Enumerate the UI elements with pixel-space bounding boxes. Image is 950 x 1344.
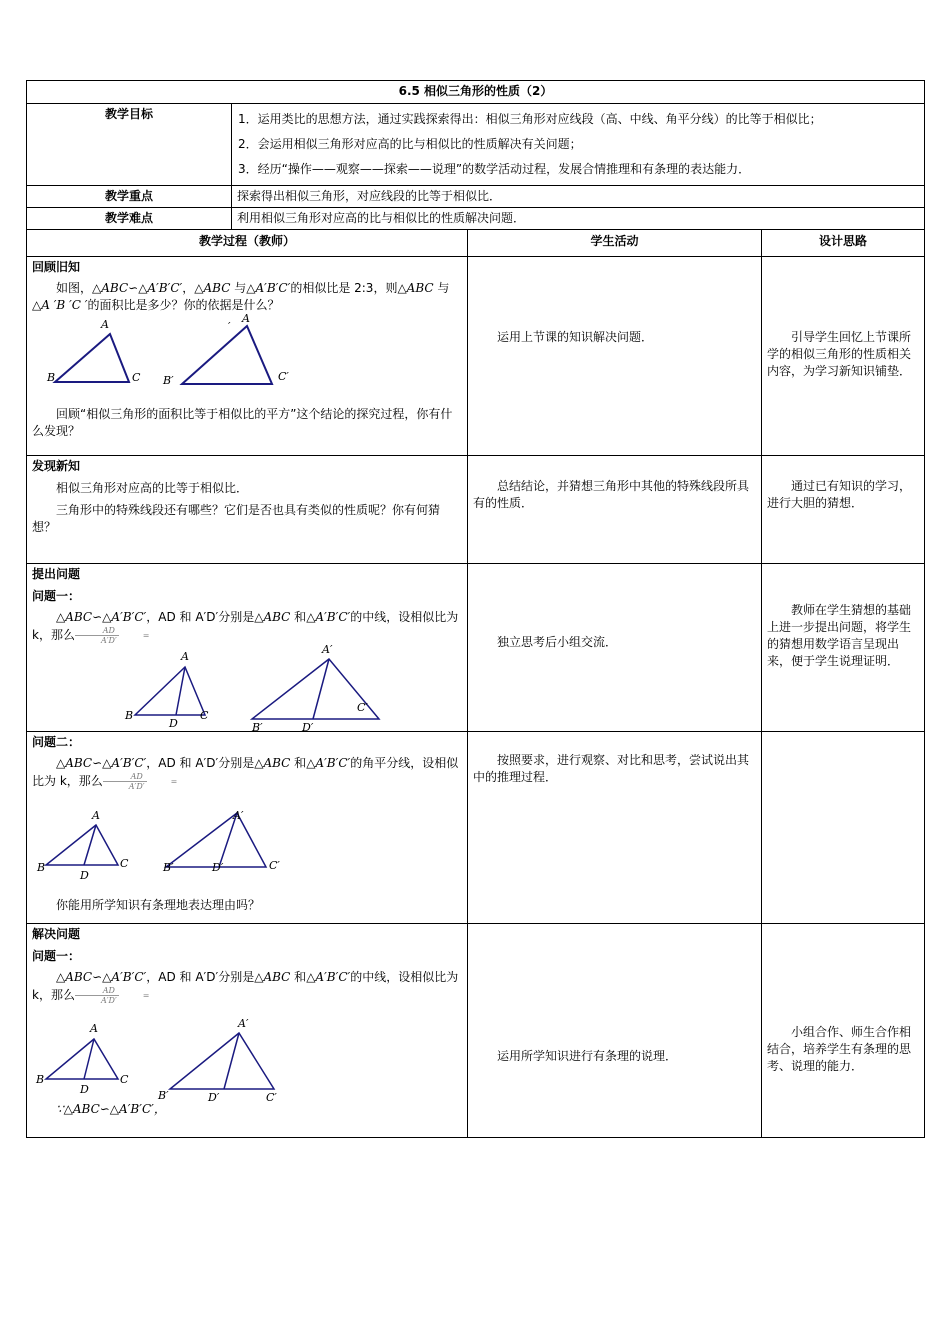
header-student: 学生活动 bbox=[468, 230, 762, 257]
solve-cell bbox=[27, 924, 468, 1138]
triangle-abc bbox=[46, 825, 118, 865]
label-b2: B′ bbox=[163, 374, 174, 387]
label-c: C bbox=[132, 371, 141, 384]
label-a: A bbox=[101, 318, 109, 331]
fraction-ad: $\frac{AD}{A'D'}$ bbox=[75, 986, 119, 1005]
triangle-a2b2c2 bbox=[166, 813, 266, 867]
discover-design-text: 通过已有知识的学习，进行大胆的猜想． bbox=[767, 479, 912, 510]
svg-text:B: B bbox=[36, 1073, 45, 1086]
svg-text:C: C bbox=[120, 857, 129, 870]
svg-text:A: A bbox=[181, 650, 189, 663]
triangle-a2b2c2 bbox=[170, 1033, 274, 1089]
triangle-abc bbox=[46, 1039, 118, 1079]
svg-text:B′: B′ bbox=[252, 721, 263, 734]
label-a2: A bbox=[242, 312, 250, 325]
discover-p1: 相似三角形对应高的比等于相似比． bbox=[56, 481, 249, 495]
svg-text:A′: A′ bbox=[238, 1017, 249, 1030]
svg-text:A: A bbox=[90, 1022, 98, 1035]
question1-design-text: 教师在学生猜想的基础上进一步提出问题，将学生的猜想用数学语言呈现出来，便于学生说理证明． bbox=[767, 603, 912, 668]
solve-q1-title: 问题一： bbox=[32, 949, 81, 963]
svg-text:C′: C′ bbox=[357, 701, 368, 714]
svg-text:A′: A′ bbox=[233, 809, 244, 822]
solve-design-text: 小组合作、师生合作相结合，培养学生有条理的思考、说理的能力． bbox=[767, 1025, 912, 1073]
svg-text:D: D bbox=[169, 717, 178, 730]
question1-figure bbox=[32, 643, 462, 734]
review-recall: 回顾“相似三角形的面积比等于相似比的平方”这个结论的探究过程，你有什么发现？ bbox=[32, 407, 453, 438]
key-point-text: 探索得出相似三角形，对应线段的比等于相似比． bbox=[232, 186, 925, 208]
discover-student-text: 总结结论，并猜想三角形中其他的特殊线段所具有的性质． bbox=[473, 479, 750, 510]
difficulty-text: 利用相似三角形对应高的比与相似比的性质解决问题． bbox=[232, 208, 925, 230]
fraction-ad: $\frac{AD}{A'D'}$ bbox=[75, 626, 119, 645]
question1-title: 问题一： bbox=[32, 589, 81, 603]
question2-ask: 你能用所学知识有条理地表达理由吗？ bbox=[56, 898, 261, 912]
question1-text: △ABC∽△A′B′C′，AD 和 A′D′分别是△ABC 和△A′B′C′的中线，设相似比为 k，那么 $\frac{AD}{A'D'}$ = bbox=[32, 610, 459, 645]
triangle-a2b2c2 bbox=[182, 326, 272, 384]
svg-text:C′: C′ bbox=[266, 1091, 277, 1104]
median-a2d2 bbox=[313, 659, 329, 719]
question2-student-text: 按照要求，进行观察、对比和思考，尝试说出其中的推理过程． bbox=[473, 753, 750, 784]
question2-text: △ABC∽△A′B′C′，AD 和 A′D′分别是△ABC 和△A′B′C′的角平分线，设相似比为 k，那么 $\frac{AD}{A'D'}$ = bbox=[32, 756, 459, 791]
question-title: 提出问题 bbox=[32, 567, 81, 581]
question1-student bbox=[468, 564, 762, 732]
goal-item: 2．会运用相似三角形对应高的比与相似比的性质解决有关问题； bbox=[238, 137, 582, 151]
review-design bbox=[762, 257, 925, 456]
discover-title: 发现新知 bbox=[32, 459, 81, 473]
solve-student bbox=[468, 924, 762, 1138]
review-student-text: 运用上节课的知识解决问题． bbox=[497, 330, 654, 344]
discover-cell bbox=[27, 456, 468, 564]
svg-text:C′: C′ bbox=[269, 859, 280, 872]
difficulty-label: 教学难点 bbox=[27, 208, 232, 230]
svg-text:A′: A′ bbox=[322, 643, 333, 656]
solve-student-text: 运用所学知识进行有条理的说理． bbox=[497, 1049, 678, 1063]
review-title: 回顾旧知 bbox=[32, 260, 81, 274]
median-ad bbox=[84, 1039, 94, 1079]
lesson-plan bbox=[26, 80, 924, 1138]
solve-title: 解决问题 bbox=[32, 927, 81, 941]
bisector-ad bbox=[84, 825, 96, 865]
solve-design bbox=[762, 924, 925, 1138]
goals-list bbox=[232, 104, 925, 186]
triangle-abc bbox=[135, 667, 205, 715]
question2-title: 问题二： bbox=[32, 735, 81, 749]
solve-figure bbox=[32, 1019, 462, 1103]
label-b: B bbox=[47, 371, 56, 384]
goal-item: 1．运用类比的思想方法，通过实践探索得出：相似三角形对应线段（高、中线、角平分线）的比等于相似比； bbox=[238, 112, 822, 126]
svg-text:A: A bbox=[92, 809, 100, 822]
svg-text:D′: D′ bbox=[212, 861, 224, 874]
discover-p2: 三角形中的特殊线段还有哪些？它们是否也具有类似的性质呢？你有何猜想？ bbox=[32, 503, 441, 534]
svg-text:B: B bbox=[125, 709, 134, 722]
question1-cell bbox=[27, 564, 468, 732]
question1-design bbox=[762, 564, 925, 732]
review-student bbox=[468, 257, 762, 456]
discover-student bbox=[468, 456, 762, 564]
review-design-text: 引导学生回忆上节课所学的相似三角形的性质相关内容，为学习新知识铺垫． bbox=[767, 330, 912, 378]
question2-student bbox=[468, 732, 762, 924]
svg-text:B′: B′ bbox=[158, 1089, 169, 1102]
question2-cell bbox=[27, 732, 468, 924]
discover-design bbox=[762, 456, 925, 564]
svg-text:D′: D′ bbox=[208, 1091, 220, 1104]
lesson-title: 6.5 相似三角形的性质（2） bbox=[27, 81, 925, 104]
svg-text:D: D bbox=[80, 869, 89, 882]
review-figure bbox=[32, 314, 452, 404]
svg-text:C: C bbox=[120, 1073, 129, 1086]
header-design: 设计思路 bbox=[762, 230, 925, 257]
review-question-line2: △A ′B ′C ′的面积比是多少？你的依据是什么？ bbox=[32, 298, 280, 312]
header-teacher: 教学过程（教师） bbox=[27, 230, 468, 257]
svg-text:B: B bbox=[37, 861, 46, 874]
median-a2d2 bbox=[224, 1033, 239, 1089]
svg-text:D′: D′ bbox=[302, 721, 314, 734]
key-point-label: 教学重点 bbox=[27, 186, 232, 208]
review-cell bbox=[27, 257, 468, 456]
fraction-ad: $\frac{AD}{A'D'}$ bbox=[103, 772, 147, 791]
solve-q1-text: △ABC∽△A′B′C′，AD 和 A′D′分别是△ABC 和△A′B′C′的中线，设相似比为 k，那么 $\frac{AD}{A'D'}$ = bbox=[32, 970, 459, 1005]
lesson-table bbox=[26, 80, 925, 1138]
svg-text:C: C bbox=[200, 709, 209, 722]
review-question: 如图，△ABC∽△A′B′C′，△ABC 与△A′B′C′的相似比是 2:3，则△ABC 与 bbox=[56, 281, 450, 295]
solve-because: ∵△ABC∽△A′B′C′， bbox=[56, 1102, 166, 1116]
goal-item: 3．经历“操作——观察——探索——说理”的数学活动过程，发展合情推理和有条理的表达能力． bbox=[238, 162, 751, 176]
goals-label: 教学目标 bbox=[27, 104, 232, 186]
triangle-abc bbox=[55, 334, 129, 382]
svg-text:D: D bbox=[80, 1083, 89, 1096]
label-c2: C′ bbox=[278, 370, 289, 383]
question1-student-text: 独立思考后小组交流． bbox=[497, 635, 618, 649]
question2-figure bbox=[32, 809, 462, 897]
label-tick: ′ bbox=[228, 320, 231, 333]
svg-text:B′: B′ bbox=[163, 861, 174, 874]
question2-design bbox=[762, 732, 925, 924]
